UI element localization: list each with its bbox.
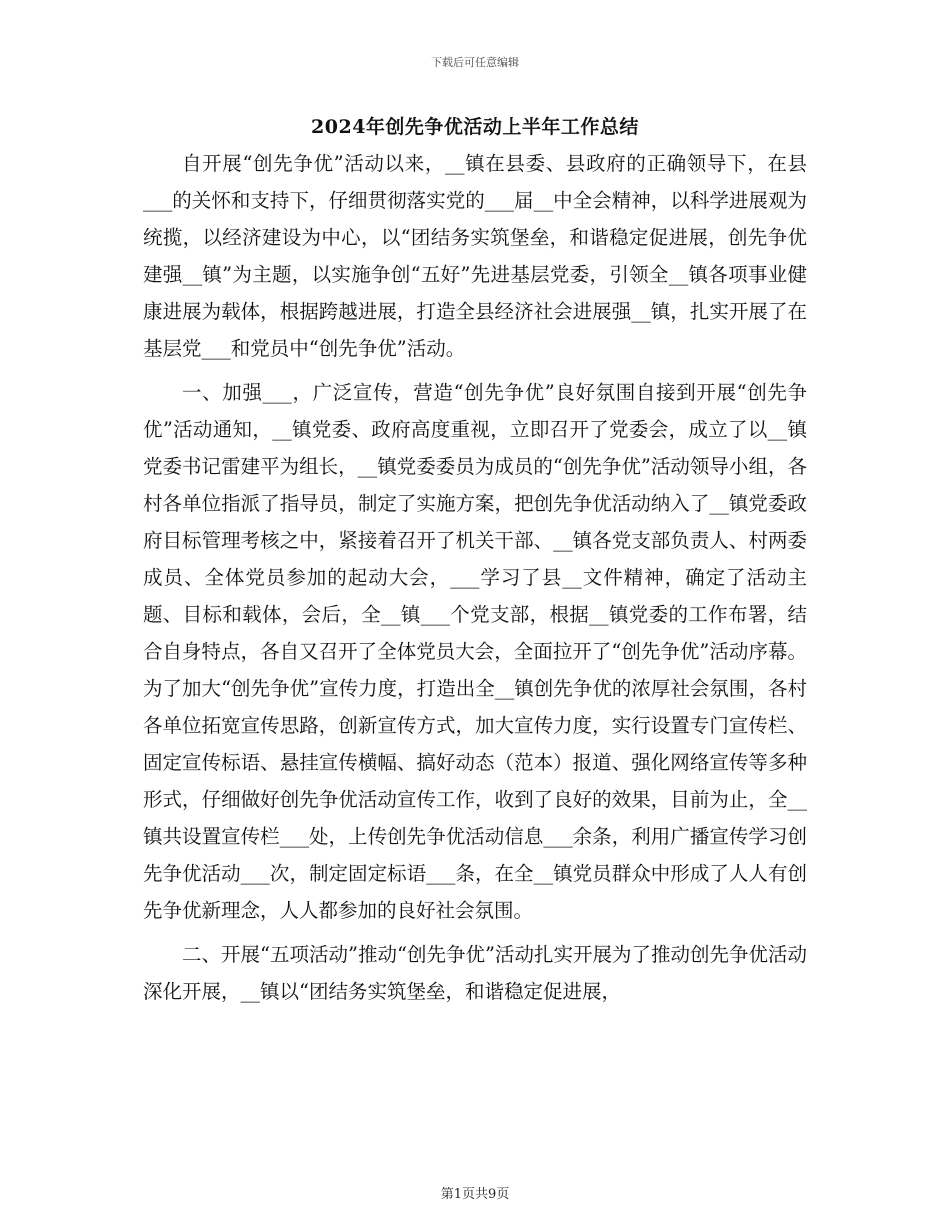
paragraph-intro: 自开展“创先争优”活动以来，__镇在县委、县政府的正确领导下，在县___的关怀和支持下，仔细贯彻落实党的___届__中全会精神，以科学进展观为统揽，以经济建设为中心，以“团结务实筑堡垒，和谐稳定促进展，创先争优建强__镇”为主题，以实施争创“五好”先进基层党委，引领全__镇各项事业健康进展为载体，根据跨越进展，打造全县经济社会进展强__镇，扎实开展了在基层党___和党员中“创先争优”活动。 bbox=[143, 152, 807, 360]
page-number: 第1页共9页 bbox=[440, 1187, 510, 1202]
paragraph-section-one: 一、加强___，广泛宣传，营造“创先争优”良好氛围自接到开展“创先争优”活动通知，__镇党委、政府高度重视，立即召开了党委会，成立了以__镇党委书记雷建平为组长，__镇党委委员为成员的“创先争优”活动领导小组，各村各单位指派了指导员，制定了实施方案，把创先争优活动纳入了__镇党委政府目标管理考核之中，紧接着召开了机关干部、__镇各党支部负责人、村两委成员、全体党员参加的起动大会，___学习了县__文件精神，确定了活动主题、目标和载体，会后，全__镇___个党支部，根据__镇党委的工作布署，结合自身特点，各自又召开了全体党员大会，全面拉开了“创先争优”活动序幕。为了加大“创先争优”宣传力度，打造出全__镇创先争优的浓厚社会氛围，各村各单位拓宽宣传思路，创新宣传方式，加大宣传力度，实行设置专门宣传栏、固定宣传标语、悬挂宣传横幅、搞好动态（范本）报道、强化网络宣传等多种形式，仔细做好创先争优活动宣传工作，收到了良好的效果，目前为止，全__镇共设置宣传栏___处，上传创先争优活动信息___余条，利用广播宣传学习创先争优活动___次，制定固定标语___条，在全__镇党员群众中形成了人人有创先争优新理念，人人都参加的良好社会氛围。 bbox=[143, 381, 807, 922]
document-title: 2024年创先争优活动上半年工作总结 bbox=[311, 116, 639, 138]
document-body bbox=[143, 145, 807, 1010]
page-header-note: 下载后可任意编辑 bbox=[431, 56, 519, 69]
paragraph-section-two: 二、开展“五项活动”推动“创先争优”活动扎实开展为了推动创先争优活动深化开展，__镇以“团结务实筑堡垒，和谐稳定促进展， bbox=[143, 943, 807, 1003]
